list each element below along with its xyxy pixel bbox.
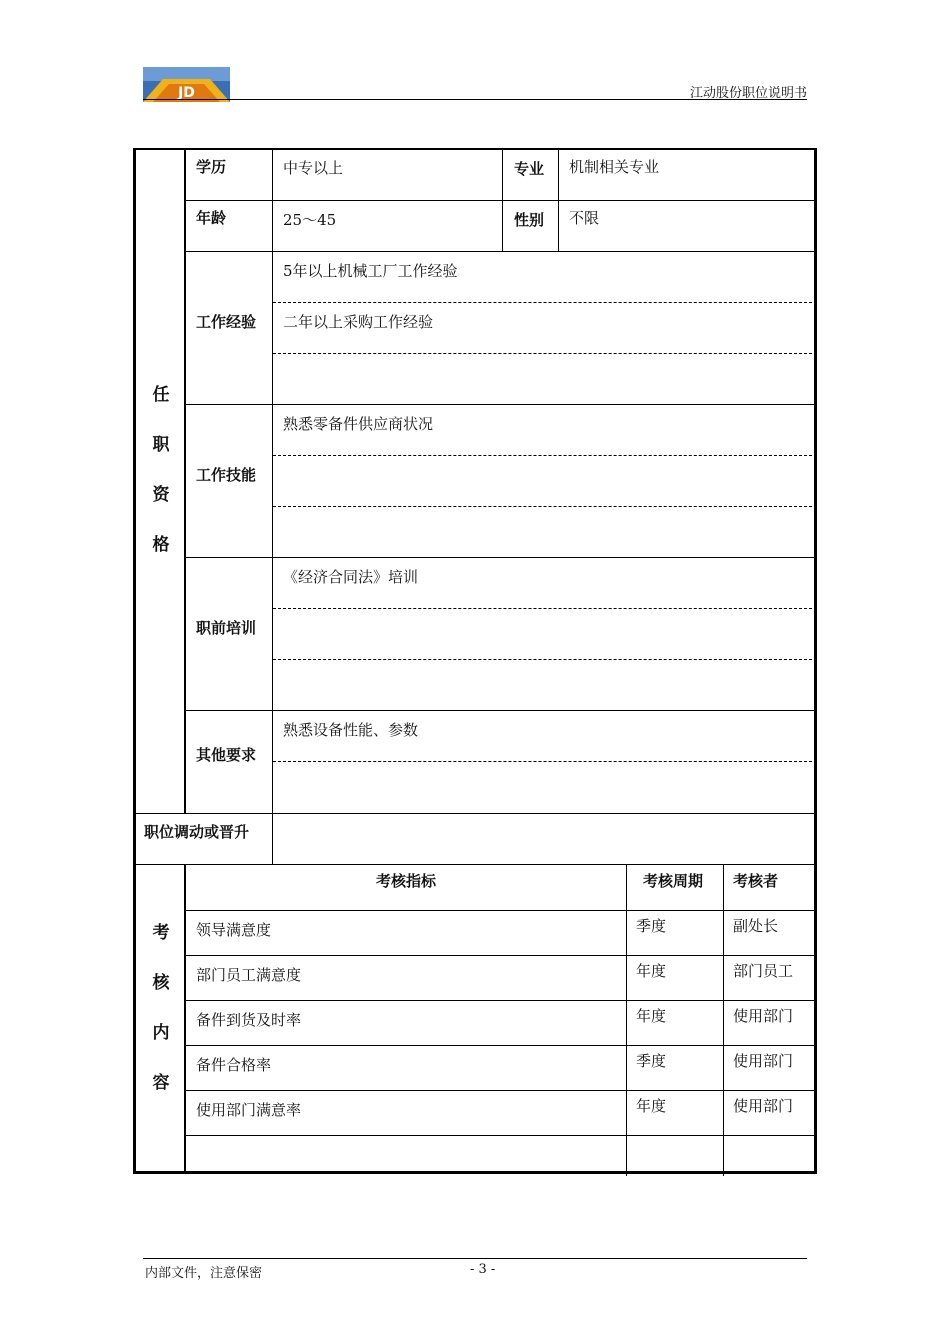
qualifications-section-label: 任 职 资 格 [152,385,170,555]
company-logo [143,67,230,102]
training-label: 职前培训 [196,619,257,637]
experience-line-1: 5年以上机械工厂工作经验 [283,262,458,280]
assessment-section-label: 考 核 内 容 [152,923,170,1093]
transfer-label: 职位调动或晋升 [144,823,250,841]
header-indicator: 考核指标 [375,872,436,890]
other-requirements-line-1: 熟悉设备性能、参数 [283,721,419,739]
page-number: - 3 - [470,1262,496,1277]
document-title: 江动股份职位说明书 [689,86,807,101]
header-divider [143,99,807,100]
experience-line-2: 二年以上采购工作经验 [283,313,434,331]
age-label: 年龄 [196,209,227,227]
training-line-1: 《经济合同法》培训 [283,568,419,586]
logo-text: JD [178,85,195,101]
education-label: 学历 [196,158,227,176]
gender-value: 不限 [569,209,600,227]
education-value: 中专以上 [283,159,344,177]
experience-label: 工作经验 [196,313,257,331]
skills-label: 工作技能 [196,466,257,484]
age-value: 25～45 [283,211,337,229]
footer-divider [143,1258,807,1259]
major-value: 机制相关专业 [569,158,660,176]
confidential-note: 内部文件，注意保密 [145,1266,263,1281]
major-label: 专业 [514,160,545,178]
other-requirements-label: 其他要求 [196,746,257,764]
skills-line-1: 熟悉零备件供应商状况 [283,415,434,433]
gender-label: 性别 [514,211,545,229]
header-assessor: 考核者 [733,872,779,890]
job-form-table: 任 职 资 格 学历 中专以上 专业 机制相关专业 年龄 25～45 性别 不限 工作经验 5年以上机械工厂工作经验 二年以上采购工作经验 工作技能 熟悉零备件供应商状况 职前培训 《经济合同法》培训 其他要求 熟悉设备性能、参数 职位调动或晋升 考 核 内 容 考核指标 考核周期 考核者 领导满意度 季度 副处长 部门员工满意度 年度 部门员工 备件到货及时率 年度 使用部门 备件合格率 季度 使用部门 使用部门满意率 年度 使用部门 [133,148,817,1174]
header-period: 考核周期 [643,872,704,890]
